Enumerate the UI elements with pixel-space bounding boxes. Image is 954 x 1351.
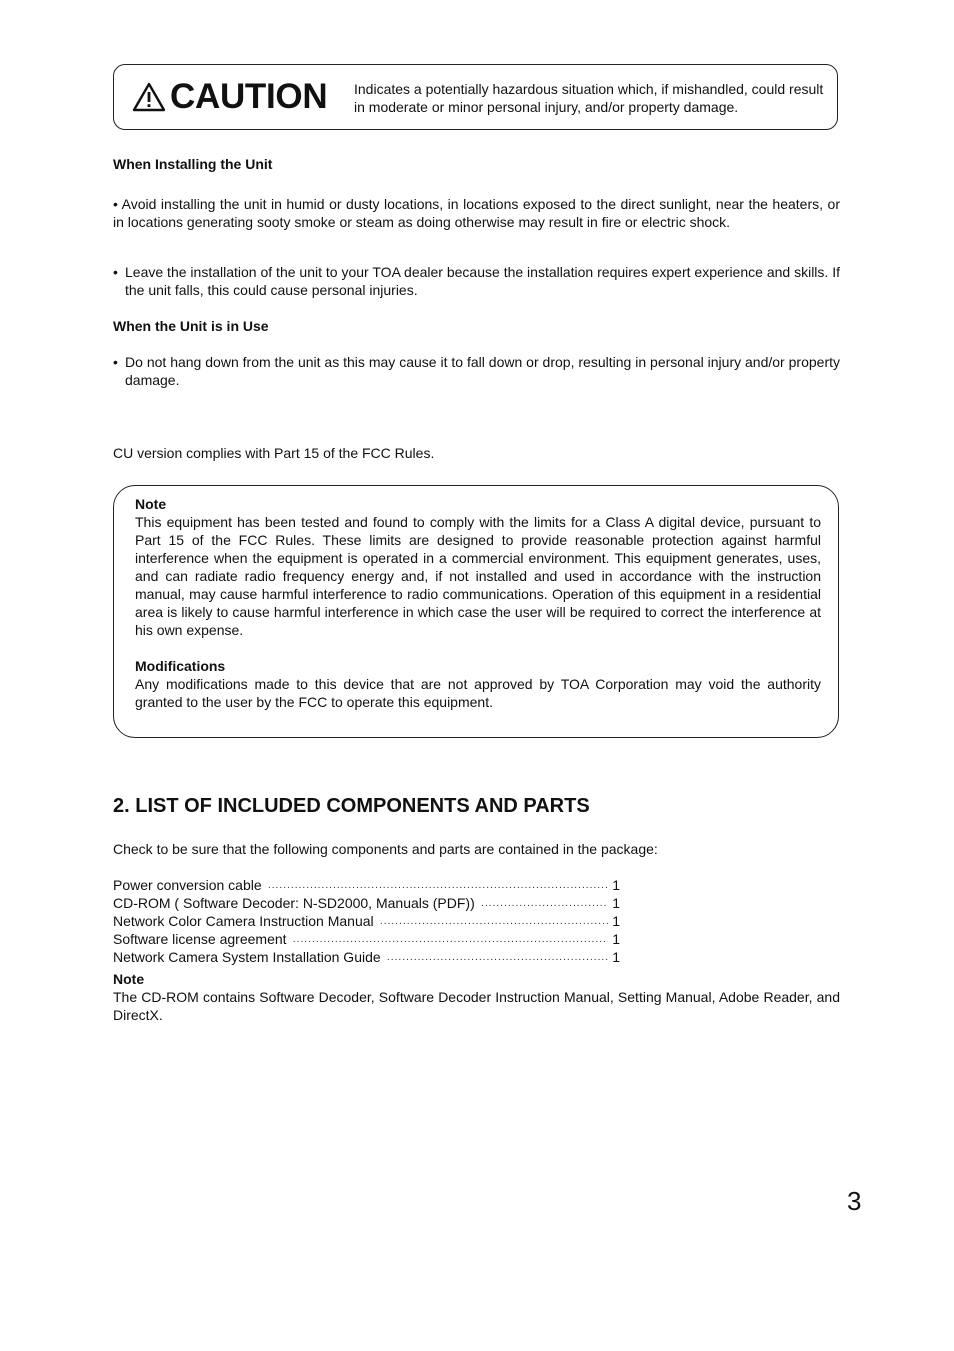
- part-name: Network Camera System Installation Guide: [113, 949, 381, 965]
- page-number: 3: [847, 1186, 862, 1216]
- part-quantity: 1: [612, 931, 620, 947]
- part-row: [113, 948, 620, 966]
- note-text: This equipment has been tested and found to comply with the limits for a Class A digital device, pursuant to Part 15 of the FCC Rules. These limits are designed to provide reasonable protection against harmful interference when the equipment is operated in a commercial environment. This equipment generates, uses, and can radiate radio frequency energy and, if not installed and used in accordance with the instruction manual, may cause harmful interference to radio communications. Operation of this equipment in a residential area is likely to cause harmful interference in which case the user will be required to correct the interference at his own expense.: [135, 514, 821, 638]
- modifications-heading: Modifications: [135, 658, 226, 674]
- bullet-mark: •: [113, 264, 118, 280]
- warning-triangle-icon: [132, 82, 166, 112]
- bullet-mark: •: [113, 354, 118, 370]
- parts-note-heading: Note: [113, 971, 145, 987]
- caution-banner: [113, 64, 838, 130]
- parts-list: [113, 876, 620, 966]
- installing-item-1: • Avoid installing the unit in humid or dusty locations, in locations exposed to the direct sunlight, near the heaters, or in locations generating sooty smoke or steam as doing otherwise may result in fire or electric shock.: [113, 196, 840, 230]
- part-row: [113, 894, 620, 912]
- leader-dots: [380, 915, 608, 933]
- part-name: Software license agreement: [113, 931, 287, 947]
- section-intro: Check to be sure that the following components and parts are contained in the package:: [113, 841, 658, 857]
- part-name: Network Color Camera Instruction Manual: [113, 913, 374, 929]
- part-row: [113, 930, 620, 948]
- part-row: [113, 912, 620, 930]
- caution-title: [132, 78, 327, 116]
- leader-dots: [481, 897, 608, 915]
- part-quantity: 1: [612, 877, 620, 893]
- fcc-note-content: [135, 495, 821, 711]
- part-quantity: 1: [612, 949, 620, 965]
- parts-note-text: The CD-ROM contains Software Decoder, Software Decoder Instruction Manual, Setting Manual, Adobe Reader, and DirectX.: [113, 989, 840, 1023]
- in-use-item-1: [113, 353, 840, 389]
- in-use-heading: When the Unit is in Use: [113, 318, 269, 334]
- part-quantity: 1: [612, 913, 620, 929]
- caution-description: Indicates a potentially hazardous situation which, if mishandled, could result in moderate or minor personal injury, and/or property damage.: [354, 81, 824, 115]
- note-heading: Note: [135, 496, 167, 512]
- in-use-item-1-text: Do not hang down from the unit as this may cause it to fall down or drop, resulting in personal injury and/or property damage.: [125, 354, 840, 388]
- part-name: Power conversion cable: [113, 877, 262, 893]
- part-quantity: 1: [612, 895, 620, 911]
- part-name: CD-ROM ( Software Decoder: N-SD2000, Manuals (PDF)): [113, 895, 475, 911]
- leader-dots: [387, 951, 608, 969]
- modifications-text: Any modifications made to this device that are not approved by TOA Corporation may void the authority granted to the user by the FCC to operate this equipment.: [135, 676, 821, 710]
- section-title: 2. LIST OF INCLUDED COMPONENTS AND PARTS: [113, 795, 590, 817]
- part-row: [113, 876, 620, 894]
- installing-item-2: [113, 263, 840, 299]
- fcc-statement: CU version complies with Part 15 of the FCC Rules.: [113, 445, 435, 461]
- installing-item-2-text: Leave the installation of the unit to your TOA dealer because the installation requires expert experience and skills. If the unit falls, this could cause personal injuries.: [125, 264, 840, 298]
- caution-word: CAUTION: [170, 77, 328, 116]
- installing-heading: When Installing the Unit: [113, 156, 273, 172]
- fcc-note-box: [113, 485, 839, 738]
